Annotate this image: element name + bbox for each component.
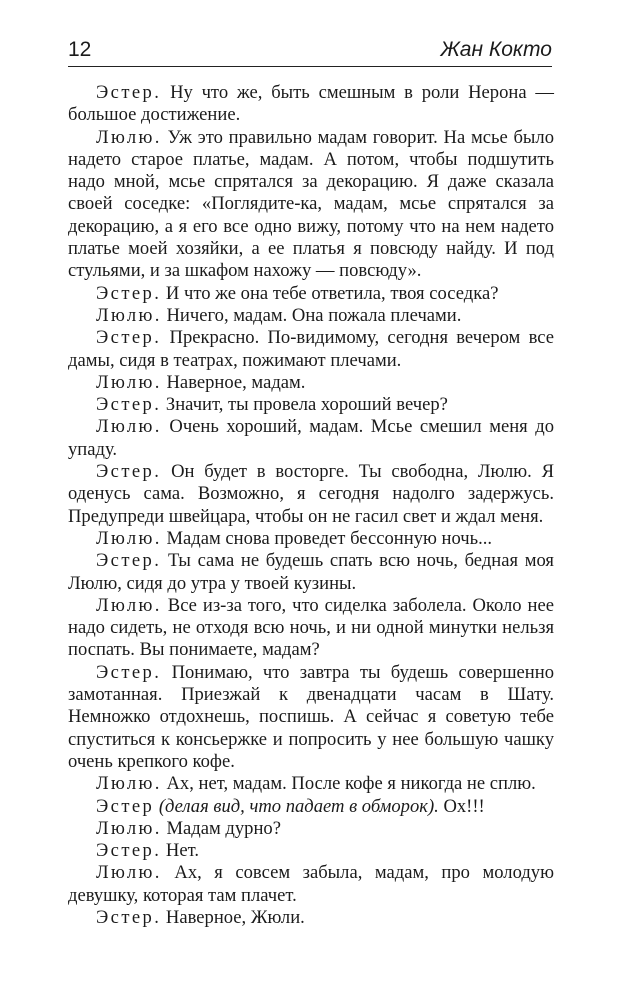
speaker-name: Эстер. — [96, 327, 162, 349]
line-text: Ты сама не будешь спать всю ночь, бедная моя Люлю, сидя до утра у твоей кузины. — [68, 550, 554, 594]
dialogue-line — [68, 283, 554, 305]
dialogue-line — [68, 416, 554, 461]
dialogue-line — [68, 818, 554, 840]
speaker-name: Люлю. — [96, 416, 162, 438]
dialogue-line — [68, 773, 554, 795]
dialogue-line — [68, 305, 554, 327]
line-text: Наверное, Жюли. — [161, 906, 305, 928]
speaker-name: Эстер. — [96, 906, 162, 928]
speaker-name: Люлю. — [96, 594, 162, 616]
speaker-name: Эстер. — [96, 82, 162, 103]
page-number: 12 — [68, 38, 92, 61]
dialogue-line — [68, 907, 554, 929]
dialogue-line — [68, 461, 554, 528]
speaker-name: Эстер. — [96, 461, 162, 483]
dialogue-line — [68, 595, 554, 662]
line-text: Нет. — [161, 840, 199, 862]
speaker-name: Эстер — [96, 795, 155, 817]
dialogue-line — [68, 796, 554, 818]
dialogue-line — [68, 840, 554, 862]
speaker-name: Эстер. — [96, 394, 162, 416]
page-header — [68, 36, 552, 67]
speaker-name: Эстер. — [96, 282, 162, 304]
line-text: Мадам дурно? — [161, 817, 281, 839]
line-text: Понимаю, что завтра ты будешь совершенно замотанная. Приезжай к двенадцати часам в Шату. Немножко отдохнешь, поспишь. А сейчас я советую тебе спуститься к консьержке и попросить у нее большую чашку очень крепкого кофе. — [68, 661, 554, 772]
dialogue-line — [68, 550, 554, 595]
dialogue-line — [68, 862, 554, 907]
speaker-name: Люлю. — [96, 126, 162, 148]
line-text: Наверное, мадам. — [161, 371, 306, 393]
speaker-name: Люлю. — [96, 817, 162, 839]
line-text: Ничего, мадам. Она пожала плечами. — [161, 304, 462, 326]
dialogue-line — [68, 327, 554, 372]
speaker-name: Эстер. — [96, 840, 162, 862]
line-text: Все из-за того, что сиделка заболела. Около нее надо сидеть, не отходя всю ночь, и ни одной минутки нельзя поспать. Вы понимаете, мадам? — [68, 594, 554, 661]
speaker-name: Люлю. — [96, 304, 162, 326]
running-head-author: Жан Кокто — [440, 38, 552, 61]
dialogue-line — [68, 394, 554, 416]
speaker-name: Люлю. — [96, 371, 162, 393]
speaker-name: Люлю. — [96, 773, 162, 795]
dialogue-line — [68, 372, 554, 394]
line-text: Очень хороший, мадам. Мсье смешил меня до упаду. — [68, 416, 554, 460]
line-text: Ах, я совсем забыла, мадам, про молодую девушку, которая там плачет. — [68, 862, 554, 906]
dialogue-line — [68, 662, 554, 773]
line-text: И что же она тебе ответила, твоя соседка? — [161, 282, 499, 304]
dialogue-line — [68, 127, 554, 283]
dialogue-line — [68, 82, 554, 127]
line-text: Прекрасно. По-видимому, сегодня вечером все дамы, сидя в театрах, пожимают плечами. — [68, 327, 554, 371]
speaker-name: Люлю. — [96, 862, 162, 884]
play-text — [68, 82, 554, 929]
dialogue-line — [68, 528, 554, 550]
line-text: Ох!!! — [438, 795, 485, 817]
line-text: Ах, нет, мадам. После кофе я никогда не сплю. — [161, 773, 536, 795]
speaker-name: Эстер. — [96, 661, 162, 683]
line-text: Значит, ты провела хороший вечер? — [161, 394, 448, 416]
line-text: Мадам снова проведет бессонную ночь... — [161, 527, 493, 549]
line-text: Он будет в восторге. Ты свободна, Люлю. Я оденусь сама. Возможно, я сегодня надолго задержусь. Предупреди швейцара, чтобы он не гасил свет и ждал меня. — [68, 461, 554, 527]
speaker-name: Эстер. — [96, 550, 162, 572]
line-text: Уж это правильно мадам говорит. На мсье было надето старое платье, мадам. А потом, чтобы подшутить надо мной, мсье спрятался за декорацию. Я даже сказала своей соседке: «Поглядите-ка, мадам, мсье спрятался за декорацию, а я его все одно вижу, потому что на нем надето платье моей хозяйки, а ее платья я повсюду найду. И под стульями, и за шкафом нахожу — повсюду». — [68, 126, 554, 282]
line-text: Ну что же, быть смешным в роли Нерона — большое достижение. — [68, 82, 554, 126]
stage-direction: (делая вид, что падает в обморок). — [154, 795, 439, 817]
speaker-name: Люлю. — [96, 527, 162, 549]
